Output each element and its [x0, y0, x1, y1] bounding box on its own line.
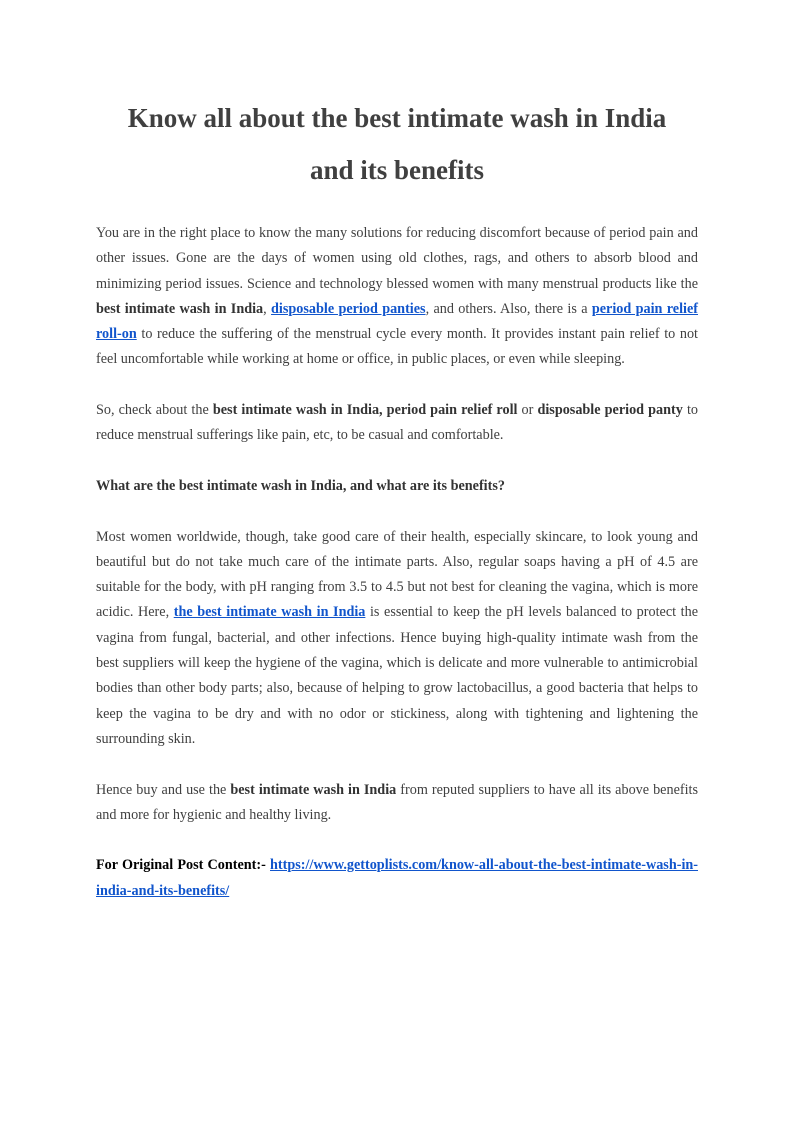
section-heading: [96, 474, 698, 499]
source-label: For Original Post Content:-: [96, 857, 271, 874]
best-intimate-wash-link[interactable]: the best intimate wash in India: [173, 604, 366, 621]
second-text-3: to reduce menstrual sufferings like pain, etc, to be casual and comfortable.: [96, 402, 698, 444]
second-bold-2: disposable period panty: [537, 402, 683, 419]
intro-text-2: ,: [263, 300, 272, 317]
conclusion-bold: best intimate wash in India: [230, 781, 397, 798]
intro-bold-keyword: best intimate wash in India: [96, 300, 264, 317]
second-paragraph: [96, 398, 698, 449]
source-line: [96, 853, 698, 904]
second-bold-1: best intimate wash in India, period pain relief roll: [212, 402, 518, 419]
section-heading-text: What are the best intimate wash in India, and what are its benefits?: [96, 477, 505, 494]
intro-text-4: to reduce the suffering of the menstrual cycle every month. It provides instant pain relief to not feel uncomfortable while working at home or office, in public places, or even while sleeping.: [96, 326, 698, 368]
period-pain-relief-roll-on-link[interactable]: period pain relief roll-on: [96, 300, 699, 343]
second-text-2: or: [517, 402, 538, 419]
conclusion-text-1: Hence buy and use the: [96, 781, 231, 798]
benefits-text-1: Most women worldwide, though, take good care of their health, especially skincare, to look young and beautiful but do not take much care of the intimate parts. Also, regular soaps having a pH of 4.5 are suitable for the body, with pH ranging from 3.5 to 4.5 but not best for cleaning the vagina, which is more acidic. Here,: [96, 528, 698, 621]
intro-text-3: , and others. Also, there is a: [425, 300, 592, 317]
second-text-1: So, check about the: [96, 402, 213, 419]
source-url-link[interactable]: https://www.gettoplists.com/know-all-about-the-best-intimate-wash-in-india-and-its-benefits/: [96, 857, 698, 899]
disposable-period-panties-link[interactable]: disposable period panties: [271, 300, 426, 317]
conclusion-paragraph: [96, 778, 698, 829]
document-page: [96, 92, 698, 904]
benefits-text-2: is essential to keep the pH levels balanced to protect the vagina from fungal, bacterial, and other infections. Hence buying high-quality intimate wash from the best suppliers will keep the hygiene of the vagina, which is delicate and more vulnerable to antimicrobial bodies than other body parts; also, because of helping to grow lactobacillus, a good bacteria that helps to keep the vagina to be dry and with no odor or stickiness, along with tightening and lightening the surrounding skin.: [96, 604, 698, 747]
conclusion-text-2: from reputed suppliers to have all its above benefits and more for hygienic and healthy living.: [96, 781, 698, 823]
page-title: [96, 92, 698, 196]
title-line-2: and its benefits: [309, 155, 485, 185]
benefits-paragraph: [96, 525, 698, 753]
title-line-1: Know all about the best intimate wash in India: [127, 103, 667, 133]
intro-paragraph: [96, 221, 698, 373]
intro-text-1: You are in the right place to know the many solutions for reducing discomfort because of period pain and other issues. Gone are the days of women using old clothes, rags, and others to absorb blood and minimizing period issues. Science and technology blessed women with many menstrual products like the: [96, 225, 698, 292]
